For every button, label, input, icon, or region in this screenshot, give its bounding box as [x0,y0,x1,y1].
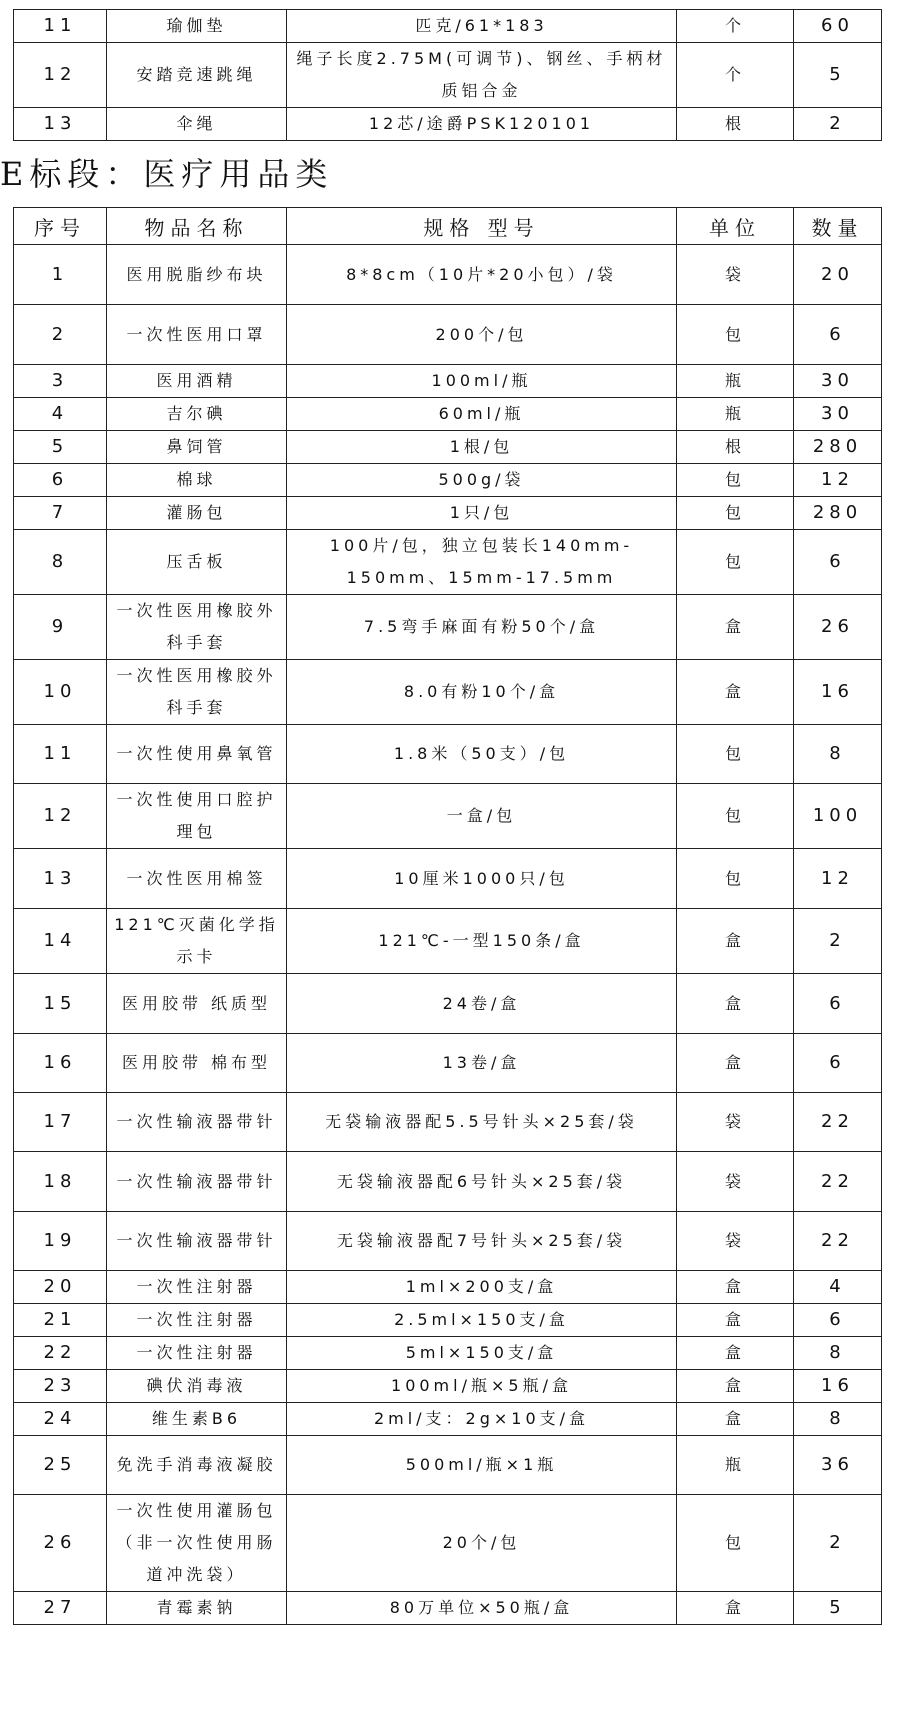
cell-unit: 袋 [677,1093,794,1152]
cell-unit: 包 [677,849,794,909]
cell-qty: 22 [794,1212,882,1271]
cell-qty: 8 [794,725,882,784]
cell-spec: 121℃-一型150条/盒 [287,909,677,974]
cell-qty: 30 [794,365,882,398]
cell-qty: 2 [794,1495,882,1592]
table-row [14,305,882,365]
cell-no: 20 [14,1271,107,1304]
cell-spec: 200个/包 [287,305,677,365]
cell-qty: 36 [794,1436,882,1495]
cell-spec: 2.5ml×150支/盒 [287,1304,677,1337]
cell-name: 一次性注射器 [107,1304,287,1337]
cell-no: 14 [14,909,107,974]
cell-spec: 绳子长度2.75M(可调节)、钢丝、手柄材质铝合金 [287,43,677,108]
cell-unit: 瓶 [677,398,794,431]
cell-spec: 10厘米1000只/包 [287,849,677,909]
cell-no: 27 [14,1592,107,1625]
cell-no: 17 [14,1093,107,1152]
cell-unit: 包 [677,530,794,595]
cell-no: 7 [14,497,107,530]
cell-unit: 包 [677,464,794,497]
table-row [14,909,882,974]
cell-qty: 20 [794,245,882,305]
table-row [14,660,882,725]
cell-name: 医用脱脂纱布块 [107,245,287,305]
cell-no: 19 [14,1212,107,1271]
cell-name: 瑜伽垫 [107,10,287,43]
table-row [14,497,882,530]
cell-qty: 100 [794,784,882,849]
cell-spec: 5ml×150支/盒 [287,1337,677,1370]
header-qty: 数量 [794,208,882,245]
cell-name: 免洗手消毒液凝胶 [107,1436,287,1495]
cell-name: 121℃灭菌化学指示卡 [107,909,287,974]
section-title: E标段：医疗用品类 [0,155,334,193]
cell-unit: 包 [677,725,794,784]
cell-unit: 包 [677,497,794,530]
table-row [14,1093,882,1152]
top-items-body [14,10,882,141]
cell-no: 15 [14,974,107,1034]
cell-no: 12 [14,43,107,108]
cell-qty: 280 [794,431,882,464]
cell-qty: 6 [794,1034,882,1093]
cell-qty: 8 [794,1337,882,1370]
cell-no: 23 [14,1370,107,1403]
cell-qty: 16 [794,1370,882,1403]
cell-unit: 包 [677,1495,794,1592]
table-row [14,1152,882,1212]
cell-no: 24 [14,1403,107,1436]
cell-qty: 30 [794,398,882,431]
header-no: 序号 [14,208,107,245]
cell-unit: 根 [677,108,794,141]
cell-name: 一次性使用灌肠包（非一次性使用肠道冲洗袋） [107,1495,287,1592]
cell-spec: 100ml/瓶 [287,365,677,398]
cell-unit: 盒 [677,660,794,725]
cell-no: 1 [14,245,107,305]
cell-qty: 12 [794,464,882,497]
cell-no: 4 [14,398,107,431]
cell-no: 22 [14,1337,107,1370]
cell-name: 灌肠包 [107,497,287,530]
cell-no: 13 [14,108,107,141]
table-header-row [14,208,882,245]
table-row [14,1337,882,1370]
table-row [14,108,882,141]
cell-name: 一次性使用鼻氧管 [107,725,287,784]
cell-qty: 6 [794,305,882,365]
cell-spec: 100ml/瓶×5瓶/盒 [287,1370,677,1403]
medical-supplies-table [13,207,882,1625]
cell-unit: 盒 [677,1592,794,1625]
cell-qty: 16 [794,660,882,725]
cell-no: 8 [14,530,107,595]
cell-name: 一次性医用棉签 [107,849,287,909]
cell-spec: 1ml×200支/盒 [287,1271,677,1304]
cell-qty: 22 [794,1152,882,1212]
cell-unit: 瓶 [677,1436,794,1495]
cell-no: 21 [14,1304,107,1337]
cell-unit: 盒 [677,1370,794,1403]
cell-name: 医用胶带 纸质型 [107,974,287,1034]
header-unit: 单位 [677,208,794,245]
cell-qty: 22 [794,1093,882,1152]
cell-qty: 5 [794,1592,882,1625]
cell-unit: 袋 [677,245,794,305]
table-row [14,725,882,784]
cell-unit: 盒 [677,1271,794,1304]
table-row [14,1034,882,1093]
cell-qty: 280 [794,497,882,530]
cell-name: 一次性输液器带针 [107,1152,287,1212]
cell-spec: 1.8米（50支）/包 [287,725,677,784]
cell-spec: 13卷/盒 [287,1034,677,1093]
cell-unit: 盒 [677,1034,794,1093]
cell-name: 碘伏消毒液 [107,1370,287,1403]
cell-spec: 500g/袋 [287,464,677,497]
cell-spec: 500ml/瓶×1瓶 [287,1436,677,1495]
cell-unit: 瓶 [677,365,794,398]
cell-spec: 无袋输液器配5.5号针头×25套/袋 [287,1093,677,1152]
cell-name: 一次性医用橡胶外科手套 [107,660,287,725]
cell-name: 棉球 [107,464,287,497]
cell-spec: 80万单位×50瓶/盒 [287,1592,677,1625]
cell-no: 10 [14,660,107,725]
cell-unit: 盒 [677,595,794,660]
top-items-table [13,9,882,141]
table-row [14,464,882,497]
cell-spec: 100片/包，独立包装长140mm-150mm、15mm-17.5mm [287,530,677,595]
cell-unit: 包 [677,305,794,365]
cell-name: 一次性注射器 [107,1337,287,1370]
header-spec: 规格 型号 [287,208,677,245]
cell-name: 一次性输液器带针 [107,1212,287,1271]
table-row [14,849,882,909]
cell-spec: 2ml/支：2g×10支/盒 [287,1403,677,1436]
cell-name: 鼻饲管 [107,431,287,464]
cell-no: 25 [14,1436,107,1495]
table-row [14,974,882,1034]
cell-no: 11 [14,10,107,43]
cell-no: 16 [14,1034,107,1093]
cell-no: 13 [14,849,107,909]
cell-unit: 袋 [677,1212,794,1271]
cell-spec: 无袋输液器配7号针头×25套/袋 [287,1212,677,1271]
table-row [14,1403,882,1436]
cell-no: 6 [14,464,107,497]
cell-unit: 盒 [677,974,794,1034]
cell-name: 青霉素钠 [107,1592,287,1625]
cell-name: 一次性医用口罩 [107,305,287,365]
cell-unit: 盒 [677,909,794,974]
cell-spec: 20个/包 [287,1495,677,1592]
table-row [14,43,882,108]
table-row [14,1592,882,1625]
cell-name: 一次性注射器 [107,1271,287,1304]
cell-spec: 8.0有粉10个/盒 [287,660,677,725]
cell-spec: 1根/包 [287,431,677,464]
table-row [14,784,882,849]
cell-name: 伞绳 [107,108,287,141]
cell-unit: 袋 [677,1152,794,1212]
table-row [14,10,882,43]
cell-qty: 26 [794,595,882,660]
cell-no: 18 [14,1152,107,1212]
table-row [14,530,882,595]
cell-no: 3 [14,365,107,398]
cell-unit: 盒 [677,1337,794,1370]
cell-qty: 60 [794,10,882,43]
cell-no: 9 [14,595,107,660]
table-row [14,1370,882,1403]
medical-supplies-body [14,245,882,1625]
table-row [14,1212,882,1271]
cell-spec: 8*8cm（10片*20小包）/袋 [287,245,677,305]
cell-spec: 一盒/包 [287,784,677,849]
cell-no: 26 [14,1495,107,1592]
cell-unit: 个 [677,10,794,43]
header-name: 物品名称 [107,208,287,245]
table-row [14,1304,882,1337]
cell-qty: 2 [794,909,882,974]
cell-unit: 个 [677,43,794,108]
cell-qty: 8 [794,1403,882,1436]
cell-qty: 6 [794,1304,882,1337]
cell-name: 医用酒精 [107,365,287,398]
cell-spec: 1只/包 [287,497,677,530]
cell-spec: 匹克/61*183 [287,10,677,43]
cell-name: 一次性医用橡胶外科手套 [107,595,287,660]
cell-no: 2 [14,305,107,365]
cell-name: 一次性输液器带针 [107,1093,287,1152]
cell-qty: 2 [794,108,882,141]
cell-name: 吉尔碘 [107,398,287,431]
cell-no: 12 [14,784,107,849]
cell-name: 压舌板 [107,530,287,595]
cell-name: 医用胶带 棉布型 [107,1034,287,1093]
table-row [14,365,882,398]
cell-spec: 12芯/途爵PSK120101 [287,108,677,141]
cell-qty: 5 [794,43,882,108]
cell-spec: 7.5弯手麻面有粉50个/盒 [287,595,677,660]
cell-qty: 6 [794,530,882,595]
cell-qty: 12 [794,849,882,909]
cell-no: 11 [14,725,107,784]
cell-unit: 盒 [677,1403,794,1436]
table-row [14,1436,882,1495]
cell-no: 5 [14,431,107,464]
table-row [14,1271,882,1304]
cell-spec: 无袋输液器配6号针头×25套/袋 [287,1152,677,1212]
cell-spec: 60ml/瓶 [287,398,677,431]
cell-unit: 根 [677,431,794,464]
cell-unit: 盒 [677,1304,794,1337]
cell-unit: 包 [677,784,794,849]
table-row [14,595,882,660]
cell-name: 维生素B6 [107,1403,287,1436]
cell-spec: 24卷/盒 [287,974,677,1034]
table-row [14,398,882,431]
table-row [14,1495,882,1592]
table-row [14,431,882,464]
cell-qty: 4 [794,1271,882,1304]
cell-name: 安踏竞速跳绳 [107,43,287,108]
cell-name: 一次性使用口腔护理包 [107,784,287,849]
table-row [14,245,882,305]
cell-qty: 6 [794,974,882,1034]
